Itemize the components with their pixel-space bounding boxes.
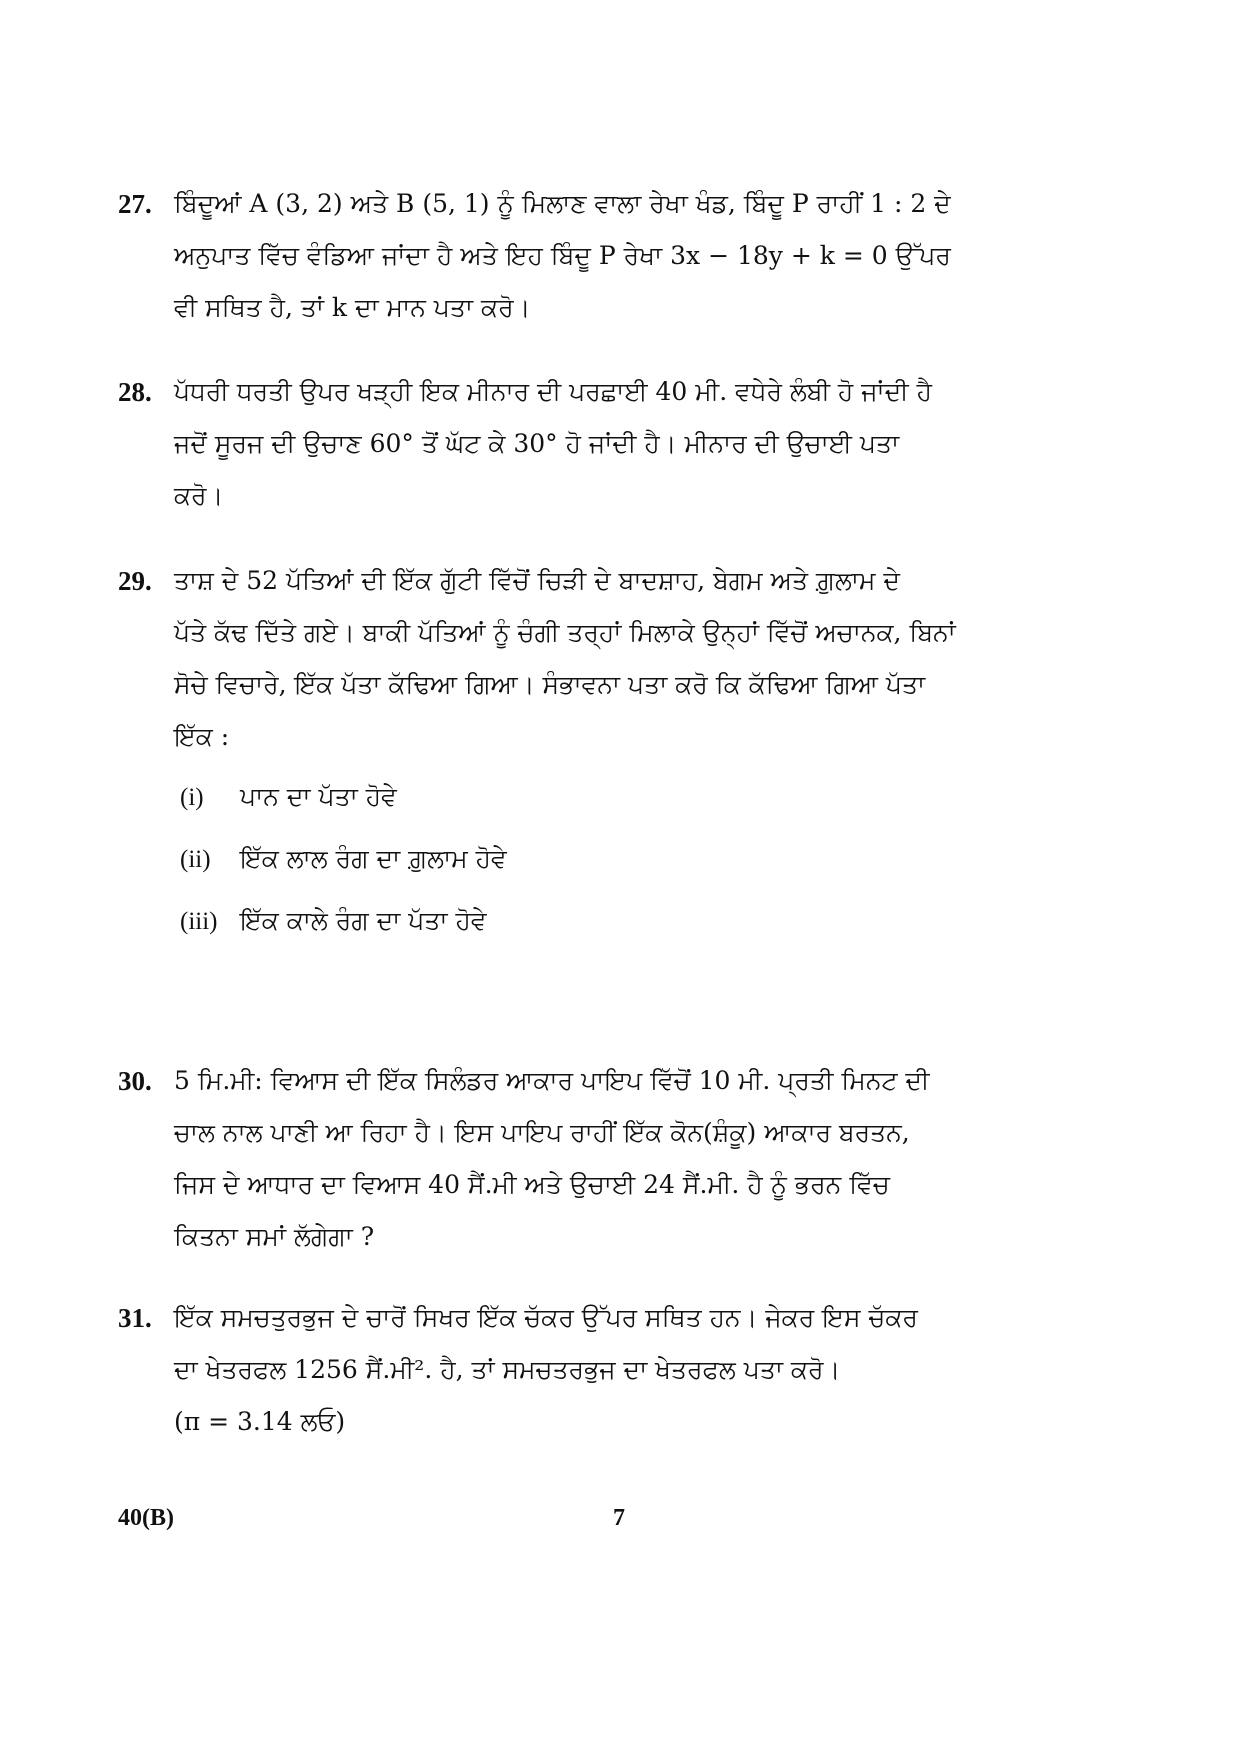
question-line: ਜਦੋਂ ਸੂਰਜ ਦੀ ਉਚਾਣ 60° ਤੋਂ ਘੱਟ ਕੇ 30° ਹੋ ਜਾਂਦੀ ਹੈ। ਮੀਨਾਰ ਦੀ ਉਚਾਈ ਪਤਾ [174,429,900,458]
question-line: ਤਾਸ਼ ਦੇ 52 ਪੱਤਿਆਂ ਦੀ ਇੱਕ ਗੁੱਟੀ ਵਿੱਚੋਂ ਚਿੜੀ ਦੇ ਬਾਦਸ਼ਾਹ, ਬੇਗਮ ਅਤੇ ਗ਼ੁਲਾਮ ਦੇ [174,566,900,595]
question-number: 31. [118,1303,152,1333]
sub-part-text: ਪਾਨ ਦਾ ਪੱਤਾ ਹੋਵੇ [240,782,397,811]
sub-part-label: (i) [180,784,204,811]
question-text [174,366,1078,522]
question-text [174,1055,1078,1263]
sub-part-label: (iii) [180,908,218,935]
question-line: 5 ਮਿ.ਮੀ: ਵਿਆਸ ਦੀ ਇੱਕ ਸਿਲੰਡਰ ਆਕਾਰ ਪਾਇਪ ਵਿੱਚੋਂ 10 ਮੀ. ਪ੍ਰਤੀ ਮਿਨਟ ਦੀ [174,1066,930,1095]
question-line: ਕਿਤਨਾ ਸਮਾਂ ਲੱਗੇਗਾ ? [174,1222,375,1251]
sub-part-text: ਇੱਕ ਲਾਲ ਰੰਗ ਦਾ ਗ਼ੁਲਾਮ ਹੋਵੇ [240,844,507,873]
question-31 [118,1292,1078,1448]
paper-code: 40(B) [118,1505,174,1531]
question-line: ਪੱਧਰੀ ਧਰਤੀ ਉਪਰ ਖੜ੍ਹੀ ਇਕ ਮੀਨਾਰ ਦੀ ਪਰਛਾਈ 40 ਮੀ. ਵਧੇਰੇ ਲੰਬੀ ਹੋ ਜਾਂਦੀ ਹੈ [174,377,932,406]
question-line: ਬਿੰਦੂਆਂ A (3, 2) ਅਤੇ B (5, 1) ਨੂੰ ਮਿਲਾਣ ਵਾਲਾ ਰੇਖਾ ਖੰਡ, ਬਿੰਦੂ P ਰਾਹੀਂ 1 : 2 ਦੇ [174,189,951,218]
question-29 [118,555,1078,957]
question-number: 28. [118,377,152,407]
question-text [174,178,1078,334]
question-line: ਸੋਚੇ ਵਿਚਾਰੇ, ਇੱਕ ਪੱਤਾ ਕੱਢਿਆ ਗਿਆ। ਸੰਭਾਵਨਾ ਪਤਾ ਕਰੋ ਕਿ ਕੱਢਿਆ ਗਿਆ ਪੱਤਾ [174,670,926,699]
sub-part-text: ਇੱਕ ਕਾਲੇ ਰੰਗ ਦਾ ਪੱਤਾ ਹੋਵੇ [240,906,487,935]
question-line: ਪੱਤੇ ਕੱਢ ਦਿੱਤੇ ਗਏ। ਬਾਕੀ ਪੱਤਿਆਂ ਨੂੰ ਚੰਗੀ ਤਰ੍ਹਾਂ ਮਿਲਾਕੇ ਉਨ੍ਹਾਂ ਵਿੱਚੋਂ ਅਚਾਨਕ, ਬਿਨਾਂ [174,618,956,647]
question-line: ਕਰੋ। [174,481,224,510]
question-line: ਅਨੁਪਾਤ ਵਿੱਚ ਵੰਡਿਆ ਜਾਂਦਾ ਹੈ ਅਤੇ ਇਹ ਬਿੰਦੂ P ਰੇਖਾ 3x − 18y + k = 0 ਉੱਪਰ [174,241,951,270]
sub-parts-list [180,771,1078,957]
question-line: ਇੱਕ : [174,722,230,751]
question-line: ਚਾਲ ਨਾਲ ਪਾਣੀ ਆ ਰਿਹਾ ਹੈ। ਇਸ ਪਾਇਪ ਰਾਹੀਂ ਇੱਕ ਕੋਨ(ਸ਼ੰਕੂ) ਆਕਾਰ ਬਰਤਨ, [174,1118,910,1147]
question-27 [118,178,1078,334]
page-number: 7 [613,1505,625,1531]
question-line: ਵੀ ਸਥਿਤ ਹੈ, ਤਾਂ k ਦਾ ਮਾਨ ਪਤਾ ਕਰੋ। [174,293,531,322]
question-line: (π = 3.14 ਲਓ) [174,1407,346,1436]
question-text [174,1292,1078,1448]
question-number: 27. [118,189,152,219]
question-number: 29. [118,566,152,596]
question-line: ਦਾ ਖੇਤਰਫਲ 1256 ਸੈਂ.ਮੀ². ਹੈ, ਤਾਂ ਸਮਚਤਰਭੁਜ ਦਾ ਖੇਤਰਫਲ ਪਤਾ ਕਰੋ। [174,1355,841,1384]
question-28 [118,366,1078,522]
question-number: 30. [118,1066,152,1096]
sub-part-iii [180,895,1078,957]
question-line: ਇੱਕ ਸਮਚਤੁਰਭੁਜ ਦੇ ਚਾਰੋਂ ਸਿਖਰ ਇੱਕ ਚੱਕਰ ਉੱਪਰ ਸਥਿਤ ਹਨ। ਜੇਕਰ ਇਸ ਚੱਕਰ [174,1303,918,1332]
question-text [174,555,1078,763]
sub-part-label: (ii) [180,846,211,873]
question-line: ਜਿਸ ਦੇ ਆਧਾਰ ਦਾ ਵਿਆਸ 40 ਸੈਂ.ਮੀ ਅਤੇ ਉਚਾਈ 24 ਸੈਂ.ਮੀ. ਹੈ ਨੂੰ ਭਰਨ ਵਿੱਚ [174,1170,890,1199]
question-30 [118,1055,1078,1263]
sub-part-i [180,771,1078,833]
sub-part-ii [180,833,1078,895]
